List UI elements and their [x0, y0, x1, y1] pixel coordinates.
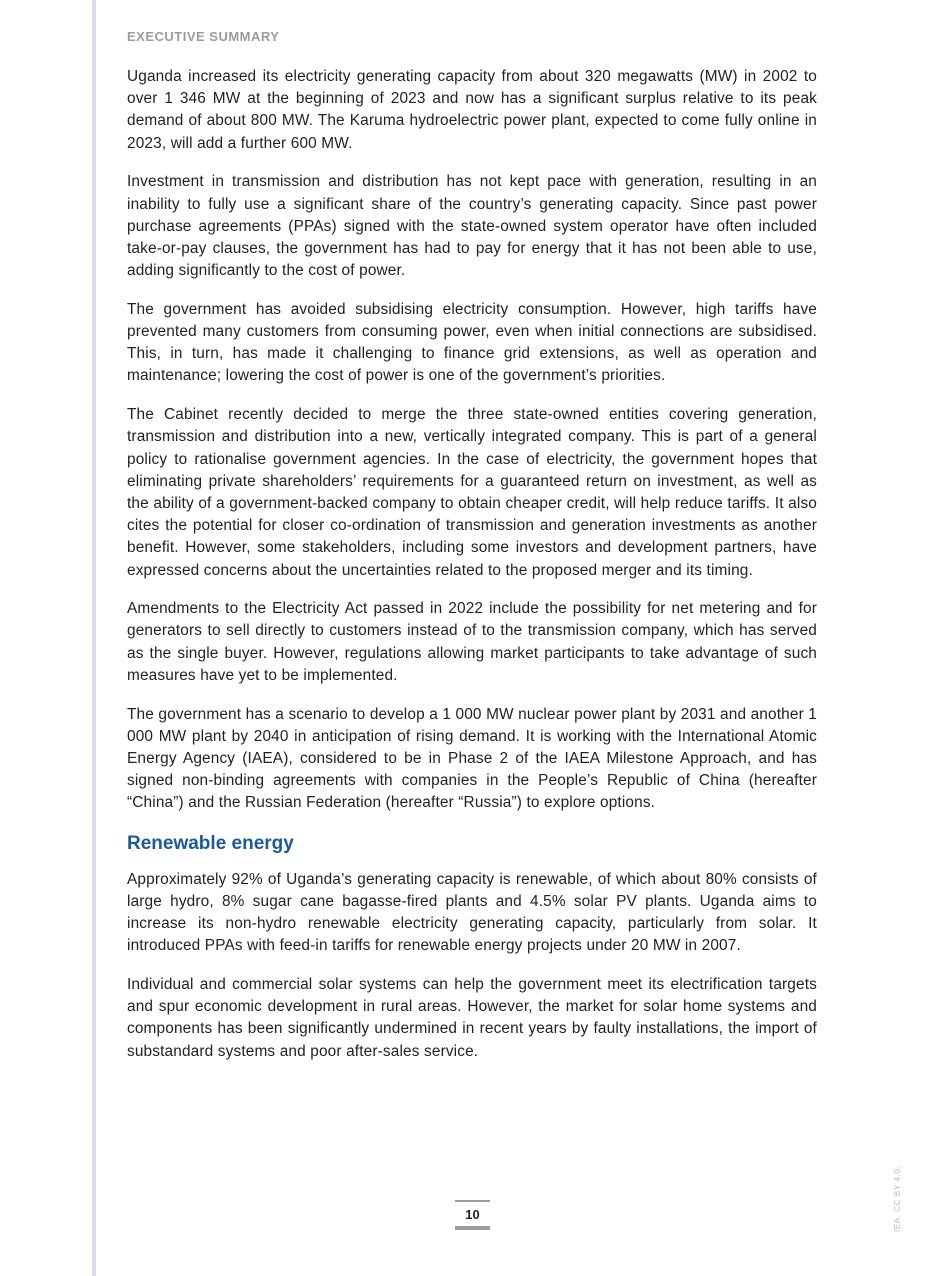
body-paragraph: Individual and commercial solar systems can help the government meet its electrification targets and spur economic development in rural areas. However, the market for solar home systems and components has been significantly undermined in recent years by faulty installations, the import of substandard systems and poor after-sales service.	[127, 975, 817, 1060]
body-paragraph: Uganda increased its electricity generating capacity from about 320 megawatts (MW) in 2002 to over 1 346 MW at the beginning of 2023 and now has a significant surplus relative to its peak demand of about 800 MW. The Karuma hydroelectric power plant, expected to come fully online in 2023, will add a further 600 MW.	[127, 68, 817, 152]
license-watermark: IEA. CC BY 4.0.	[893, 1165, 902, 1232]
page-left-rule	[92, 0, 96, 1276]
body-paragraph: The government has a scenario to develop a 1 000 MW nuclear power plant by 2031 and another 1 000 MW plant by 2040 in anticipation of rising demand. It is working with the International Atomic Energy Agency (IAEA), considered to be in Phase 2 of the IAEA Milestone Approach, and has signed non-binding agreements with companies in the People’s Republic of China (hereafter “China”) and the Russian Federation (hereafter “Russia”) to explore options.	[127, 705, 817, 812]
running-header: EXECUTIVE SUMMARY	[127, 29, 280, 44]
body-paragraph: Investment in transmission and distribution has not kept pace with generation, resulting in an inability to fully use a significant share of the country’s generating capacity. Since past power purchase agreements (PPAs) signed with the state-owned system operator have often included take-or-pay clauses, the government has had to pay for energy that it has not been able to use, adding significantly to the cost of power.	[127, 173, 817, 280]
body-paragraph: The Cabinet recently decided to merge the three state-owned entities covering generation, transmission and distribution into a new, vertically integrated company. This is part of a general policy to rationalise government agencies. In the case of electricity, the government hopes that eliminating private shareholders’ requirements for a guaranteed return on investment, as well as the ability of a government-backed company to obtain cheaper credit, will help reduce tariffs. It also cites the potential for closer co-ordination of transmission and generation investments as another benefit. However, some stakeholders, including some investors and development partners, have expressed concerns about the uncertainties related to the proposed merger and its timing.	[127, 406, 817, 579]
section-heading-renewable-energy: Renewable energy	[127, 832, 294, 854]
body-paragraph: Approximately 92% of Uganda’s generating capacity is renewable, of which about 80% consists of large hydro, 8% sugar cane bagasse-fired plants and 4.5% solar PV plants. Uganda aims to increase its non-hydro renewable electricity generating capacity, particularly from solar. It introduced PPAs with feed-in tariffs for renewable energy projects under 20 MW in 2007.	[127, 870, 817, 955]
body-paragraph: Amendments to the Electricity Act passed in 2022 include the possibility for net metering and for generators to sell directly to customers instead of to the transmission company, which has served as the single buyer. However, regulations allowing market participants to take advantage of such measures have yet to be implemented.	[127, 600, 817, 684]
body-paragraph: The government has avoided subsidising electricity consumption. However, high tariffs have prevented many customers from consuming power, even when initial connections are subsidised. This, in turn, has made it challenging to finance grid extensions, as well as operation and maintenance; lowering the cost of power is one of the government’s priorities.	[127, 300, 817, 385]
page-body	[127, 66, 817, 1079]
page-number: 10	[455, 1200, 490, 1230]
